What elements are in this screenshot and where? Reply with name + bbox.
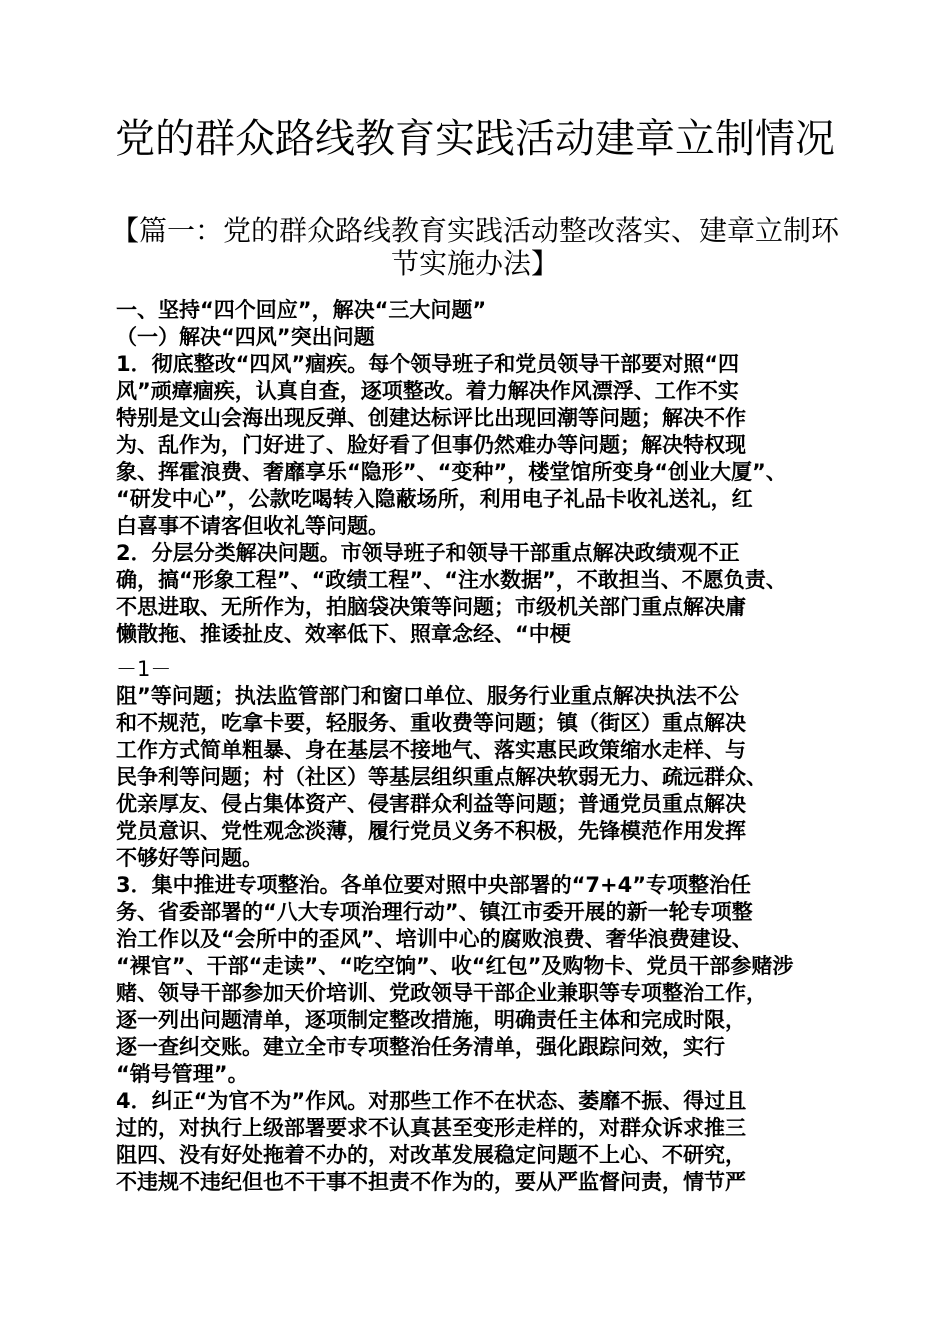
body-line: 逐一查纠交账。建立全市专项整治任务清单，强化跟踪问效，实行 [116,1035,725,1059]
document-title: 党的群众路线教育实践活动建章立制情况 [115,116,835,162]
body-line: 不够好等问题。 [116,846,263,870]
body-line: 赌、领导干部参加天价培训、党政领导干部企业兼职等专项整治工作， [116,981,767,1005]
body-line: 和不规范，吃拿卡要，轻服务、重收费等问题；镇（街区）重点解决 [116,711,746,735]
body-line: 白喜事不请客但收礼等问题。 [116,514,389,538]
body-line: “销号管理”。 [116,1062,249,1086]
document-subtitle: 【篇一：党的群众路线教育实践活动整改落实、建章立制环节实施办法】 [110,214,839,280]
body-line: 过的，对执行上级部署要求不认真甚至变形走样的，对群众诉求推三 [116,1116,746,1140]
body-line: 一、坚持“四个回应”，解决“三大问题” [116,298,487,322]
body-line: 党员意识、党性观念淡薄，履行党员义务不积极，先锋模范作用发挥 [116,819,746,843]
body-line: 象、挥霍浪费、奢靡享乐“隐形”、“变种”，楼堂馆所变身“创业大厦”、 [116,460,787,484]
body-line: （一）解决“四风”突出问题 [116,325,375,349]
body-line: 4．纠正“为官不为”作风。对那些工作不在状态、萎靡不振、得过且 [116,1089,747,1113]
body-line: “裸官”、干部“走读”、“吃空饷”、收“红包”及购物卡、党员干部参赌涉 [116,954,794,978]
body-line: 懒散拖、推诿扯皮、效率低下、照章念经、“中梗 [116,622,571,646]
body-line: 阻四、没有好处拖着不办的，对改革发展稳定问题不上心、不研究， [116,1143,746,1167]
body-line: 不违规不违纪但也不干事不担责不作为的，要从严监督问责，情节严 [116,1170,746,1194]
page-number: －1－ [116,657,172,681]
body-line: 1．彻底整改“四风”痼疾。每个领导班子和党员领导干部要对照“四 [116,352,740,376]
body-line: 务、省委部署的“八大专项治理行动”、镇江市委开展的新一轮专项整 [116,900,753,924]
body-line: 优亲厚友、侵占集体资产、侵害群众利益等问题；普通党员重点解决 [116,792,746,816]
body-line: 3．集中推进专项整治。各单位要对照中央部署的“7+4”专项整治任 [116,873,752,897]
body-line: “研发中心”，公款吃喝转入隐蔽场所，利用电子礼品卡收礼送礼，红 [116,487,753,511]
body-line: 民争利等问题；村（社区）等基层组织重点解决软弱无力、疏远群众、 [116,765,767,789]
body-line: 不思进取、无所作为，拍脑袋决策等问题；市级机关部门重点解决庸 [116,595,746,619]
body-line: 2．分层分类解决问题。市领导班子和领导干部重点解决政绩观不正 [116,541,740,565]
body-line: 阻”等问题；执法监管部门和窗口单位、服务行业重点解决执法不公 [116,684,739,708]
body-line: 风”顽瘴痼疾，认真自查，逐项整改。着力解决作风漂浮、工作不实 [116,379,739,403]
body-line: 确，搞“形象工程”、“政绩工程”、“注水数据”，不敢担当、不愿负责、 [116,568,787,592]
body-line: 工作方式简单粗暴、身在基层不接地气、落实惠民政策缩水走样、与 [116,738,746,762]
body-line: 特别是文山会海出现反弹、创建达标评比出现回潮等问题；解决不作 [116,406,746,430]
body-line: 逐一列出问题清单，逐项制定整改措施，明确责任主体和完成时限， [116,1008,746,1032]
body-line: 治工作以及“会所中的歪风”、培训中心的腐败浪费、奢华浪费建设、 [116,927,753,951]
body-line: 为、乱作为，门好进了、脸好看了但事仍然难办等问题；解决特权现 [116,433,746,457]
